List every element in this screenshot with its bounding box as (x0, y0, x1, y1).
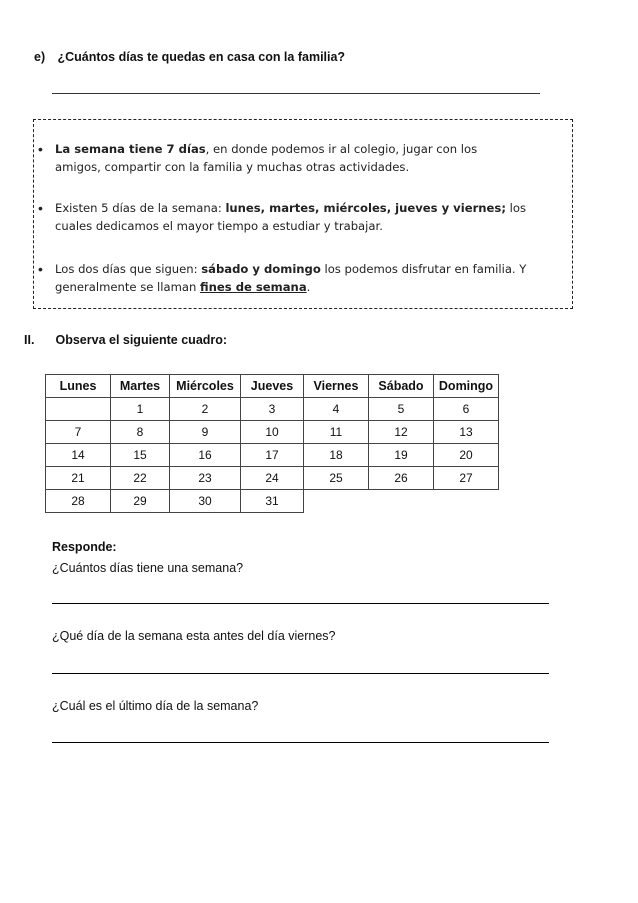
calendar-cell: 4 (304, 398, 369, 421)
calendar-cell: 28 (46, 490, 111, 513)
calendar-header: Miércoles (170, 375, 241, 398)
calendar-cell: 13 (434, 421, 499, 444)
section-ii-heading (24, 333, 227, 347)
calendar-cell: 14 (46, 444, 111, 467)
question-1: ¿Cuántos días tiene una semana? (52, 561, 244, 575)
bullet-1-line2: amigos, compartir con la familia y muchas otras actividades. (55, 160, 410, 174)
calendar-cell: 11 (304, 421, 369, 444)
bullet-2-pre: Existen 5 días de la semana: (55, 201, 226, 215)
calendar-header: Martes (111, 375, 170, 398)
bullet-3-post: los podemos disfrutar en familia. Y (320, 262, 527, 276)
answer-line-e[interactable] (52, 93, 540, 94)
calendar-cell: 27 (434, 467, 499, 490)
calendar-cell: 10 (241, 421, 304, 444)
calendar-cell: 20 (434, 444, 499, 467)
info-bullet-2 (38, 199, 558, 235)
calendar-cell: 18 (304, 444, 369, 467)
bullet-icon: • (38, 141, 43, 157)
info-bullet-3 (38, 260, 558, 296)
bullet-icon: • (38, 261, 43, 277)
calendar-empty-cell (434, 490, 499, 513)
bullet-icon: • (38, 200, 43, 216)
bullet-3-line2-bold: fines de semana (200, 280, 307, 294)
question-e-label: e) (34, 50, 46, 64)
bullet-1-rest: , en donde podemos ir al colegio, jugar con los (205, 142, 478, 156)
calendar-cell: 12 (369, 421, 434, 444)
bullet-3-pre: Los dos días que siguen: (55, 262, 202, 276)
calendar-empty-cell (369, 490, 434, 513)
calendar-header: Lunes (46, 375, 111, 398)
calendar-empty-cell (304, 490, 369, 513)
bullet-1-bold: La semana tiene 7 días (55, 142, 206, 156)
calendar-cell: 30 (170, 490, 241, 513)
calendar-cell: 15 (111, 444, 170, 467)
calendar-cell: 25 (304, 467, 369, 490)
calendar-cell: 7 (46, 421, 111, 444)
calendar-header-row (46, 375, 499, 398)
calendar-header: Sábado (369, 375, 434, 398)
responde-heading: Responde: (52, 540, 117, 554)
calendar-row (46, 467, 499, 490)
calendar-cell: 2 (170, 398, 241, 421)
calendar-cell: 1 (111, 398, 170, 421)
bullet-2-line2: cuales dedicamos el mayor tiempo a estudiar y trabajar. (55, 219, 383, 233)
calendar-row (46, 444, 499, 467)
question-e-text: ¿Cuántos días te quedas en casa con la familia? (57, 50, 346, 64)
calendar-cell: 31 (241, 490, 304, 513)
question-e (34, 50, 345, 64)
calendar-row (46, 421, 499, 444)
calendar-cell: 3 (241, 398, 304, 421)
calendar-cell: 24 (241, 467, 304, 490)
info-bullet-1 (38, 140, 558, 176)
calendar-row (46, 398, 499, 421)
calendar-cell: 19 (369, 444, 434, 467)
bullet-3-line2-pre: generalmente se llaman (55, 280, 201, 294)
calendar-cell: 23 (170, 467, 241, 490)
answer-line-2[interactable] (52, 673, 549, 674)
calendar-table (45, 374, 499, 513)
calendar-cell: 29 (111, 490, 170, 513)
calendar-cell: 16 (170, 444, 241, 467)
calendar-cell: 9 (170, 421, 241, 444)
calendar-row (46, 490, 499, 513)
calendar-header: Viernes (304, 375, 369, 398)
answer-line-1[interactable] (52, 603, 549, 604)
calendar-cell: 26 (369, 467, 434, 490)
bullet-3-line2-post: . (306, 280, 311, 294)
calendar-header: Domingo (434, 375, 499, 398)
info-box (33, 119, 573, 309)
bullet-2-bold: lunes, martes, miércoles, jueves y viernes; (225, 201, 506, 215)
section-ii-number: II. (24, 333, 35, 347)
bullet-3-bold: sábado y domingo (201, 262, 321, 276)
question-2: ¿Qué día de la semana esta antes del día viernes? (52, 629, 336, 643)
answer-line-3[interactable] (52, 742, 549, 743)
calendar-cell: 22 (111, 467, 170, 490)
calendar-cell: 8 (111, 421, 170, 444)
calendar-header: Jueves (241, 375, 304, 398)
question-3: ¿Cuál es el último día de la semana? (52, 699, 259, 713)
calendar-cell (46, 398, 111, 421)
calendar-cell: 6 (434, 398, 499, 421)
calendar-cell: 21 (46, 467, 111, 490)
section-ii-title: Observa el siguiente cuadro: (55, 333, 228, 347)
calendar-cell: 5 (369, 398, 434, 421)
bullet-2-post: los (505, 201, 526, 215)
calendar-cell: 17 (241, 444, 304, 467)
